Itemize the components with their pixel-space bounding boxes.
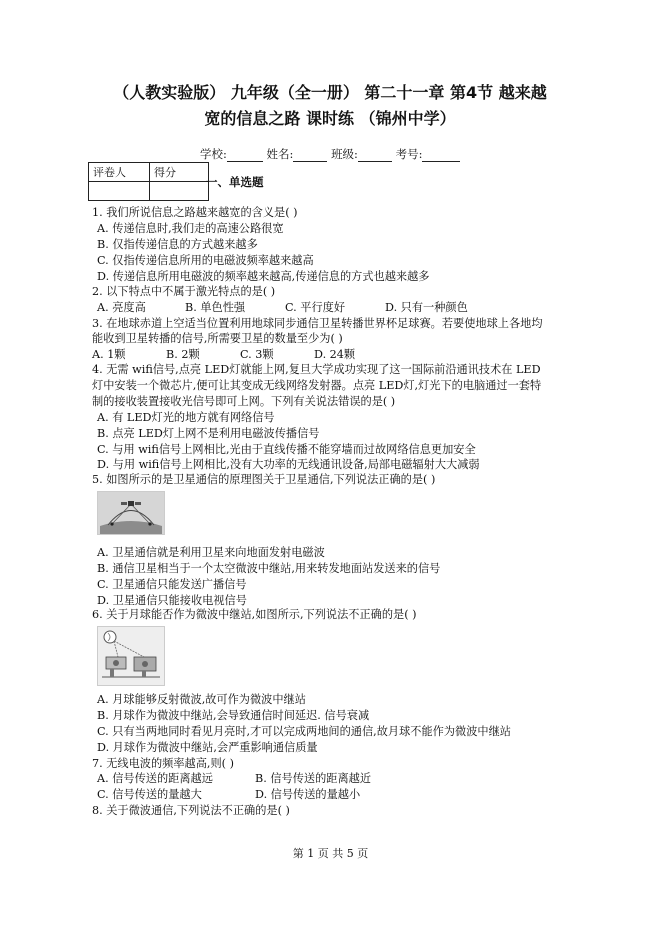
score-cell[interactable]: [150, 182, 209, 201]
q6-option-c: C. 只有当两地同时看见月亮时,才可以完成两地间的通信,故月球不能作为微波中继站: [97, 725, 511, 738]
exam-number-label: 考号:: [395, 147, 423, 161]
q5-option-c: C. 卫星通信只能发送广播信号: [97, 578, 247, 591]
q7-options-row2: [97, 787, 360, 803]
moon-relay-figure: [97, 626, 165, 686]
q1-option-a: A. 传递信息时,我们走的高速公路很宽: [97, 222, 284, 235]
q5-option-a: A. 卫星通信就是利用卫星来向地面发射电磁波: [97, 546, 325, 559]
q3-option-c: C. 3颗: [240, 348, 274, 361]
score-header: 得分: [150, 163, 209, 182]
grader-header: 评卷人: [89, 163, 150, 182]
page-title-line2: 宽的信息之路 课时练 （锦州中学）: [204, 109, 456, 128]
q2-option-b: B. 单色性强: [185, 301, 246, 314]
page-title-line1: （人教实验版） 九年级（全一册） 第二十一章 第4节 越来越: [113, 83, 547, 102]
q3-stem-line2: 能收到卫星转播的信号,所需要卫星的数量至少为( ): [92, 332, 343, 345]
class-label: 班级:: [331, 147, 358, 161]
q7-option-c: C. 信号传送的量越大: [97, 788, 202, 801]
q4-stem-line3: 制的接收装置接收光信号即可上网。下列有关说法错误的是( ): [92, 395, 396, 408]
q3-option-b: B. 2颗: [166, 348, 200, 361]
q8-stem: 8. 关于微波通信,下列说法不正确的是( ): [92, 804, 290, 817]
q5-stem: 5. 如图所示的是卫星通信的原理图关于卫星通信,下列说法正确的是( ): [92, 473, 436, 486]
name-label: 姓名:: [266, 147, 294, 161]
q7-stem: 7. 无线电波的频率越高,则( ): [92, 757, 234, 770]
q5-option-d: D. 卫星通信只能接收电视信号: [97, 594, 247, 607]
q2-option-c: C. 平行度好: [285, 301, 346, 314]
q4-option-d: D. 与用 wifi信号上网相比,没有大功率的无线通讯设备,局部电磁辐射大大减弱: [97, 458, 480, 471]
exam-number-blank[interactable]: [422, 149, 460, 162]
q4-option-b: B. 点亮 LED灯上网不是利用电磁波传播信号: [97, 427, 320, 440]
student-info-row: [200, 146, 460, 162]
q1-option-b: B. 仅指传递信息的方式越来越多: [97, 238, 258, 251]
moon-relay-icon: [98, 627, 164, 685]
score-table: [88, 162, 209, 201]
q6-option-d: D. 月球作为微波中继站,会严重影响通信质量: [97, 741, 318, 754]
q3-option-d: D. 24颗: [314, 348, 356, 361]
satellite-diagram-icon: [98, 492, 164, 534]
name-blank[interactable]: [293, 149, 327, 162]
q1-option-d: D. 传递信息所用电磁波的频率越来越高,传递信息的方式也越来越多: [97, 270, 430, 283]
q2-options: [97, 300, 468, 316]
school-label: 学校:: [200, 147, 227, 161]
q2-option-a: A. 亮度高: [97, 301, 146, 314]
page-footer: 第 1 页 共 5 页: [292, 847, 369, 860]
section-heading: 一、单选题: [206, 175, 264, 189]
class-blank[interactable]: [358, 149, 392, 162]
q3-stem-line1: 3. 在地球赤道上空适当位置利用地球同步通信卫星转播世界杯足球赛。若要使地球上各地均: [92, 317, 543, 330]
q2-option-d: D. 只有一种颜色: [385, 301, 468, 314]
q4-option-a: A. 有 LED灯光的地方就有网络信号: [97, 411, 275, 424]
q7-option-d: D. 信号传送的量越小: [255, 788, 361, 801]
q7-options-row1: [97, 771, 371, 787]
q1-option-c: C. 仅指传递信息所用的电磁波频率越来越高: [97, 254, 314, 267]
q6-stem: 6. 关于月球能否作为微波中继站,如图所示,下列说法不正确的是( ): [92, 608, 417, 621]
q4-stem-line2: 灯中安装一个微芯片,便可让其变成无线网络发射器。点亮 LED灯,灯光下的电脑通过一套特: [92, 379, 542, 392]
grader-cell[interactable]: [89, 182, 150, 201]
q6-option-b: B. 月球作为微波中继站,会导致通信时间延迟. 信号衰减: [97, 709, 370, 722]
q6-option-a: A. 月球能够反射微波,故可作为微波中继站: [97, 693, 306, 706]
q3-options: [92, 347, 355, 363]
q7-option-b: B. 信号传送的距离越近: [255, 772, 372, 785]
satellite-communication-figure: [97, 491, 165, 535]
q4-option-c: C. 与用 wifi信号上网相比,光由于直线传播不能穿墙而过故网络信息更加安全: [97, 443, 476, 456]
q5-option-b: B. 通信卫星相当于一个太空微波中继站,用来转发地面站发送来的信号: [97, 562, 441, 575]
q7-option-a: A. 信号传送的距离越远: [97, 772, 213, 785]
q3-option-a: A. 1颗: [92, 348, 126, 361]
school-blank[interactable]: [227, 149, 263, 162]
q2-stem: 2. 以下特点中不属于激光特点的是( ): [92, 285, 276, 298]
q4-stem-line1: 4. 无需 wifi信号,点亮 LED灯就能上网,复旦大学成功实现了这一国际前沿通讯技术在 LED: [92, 363, 541, 376]
q1-stem: 1. 我们所说信息之路越来越宽的含义是( ): [92, 206, 298, 219]
